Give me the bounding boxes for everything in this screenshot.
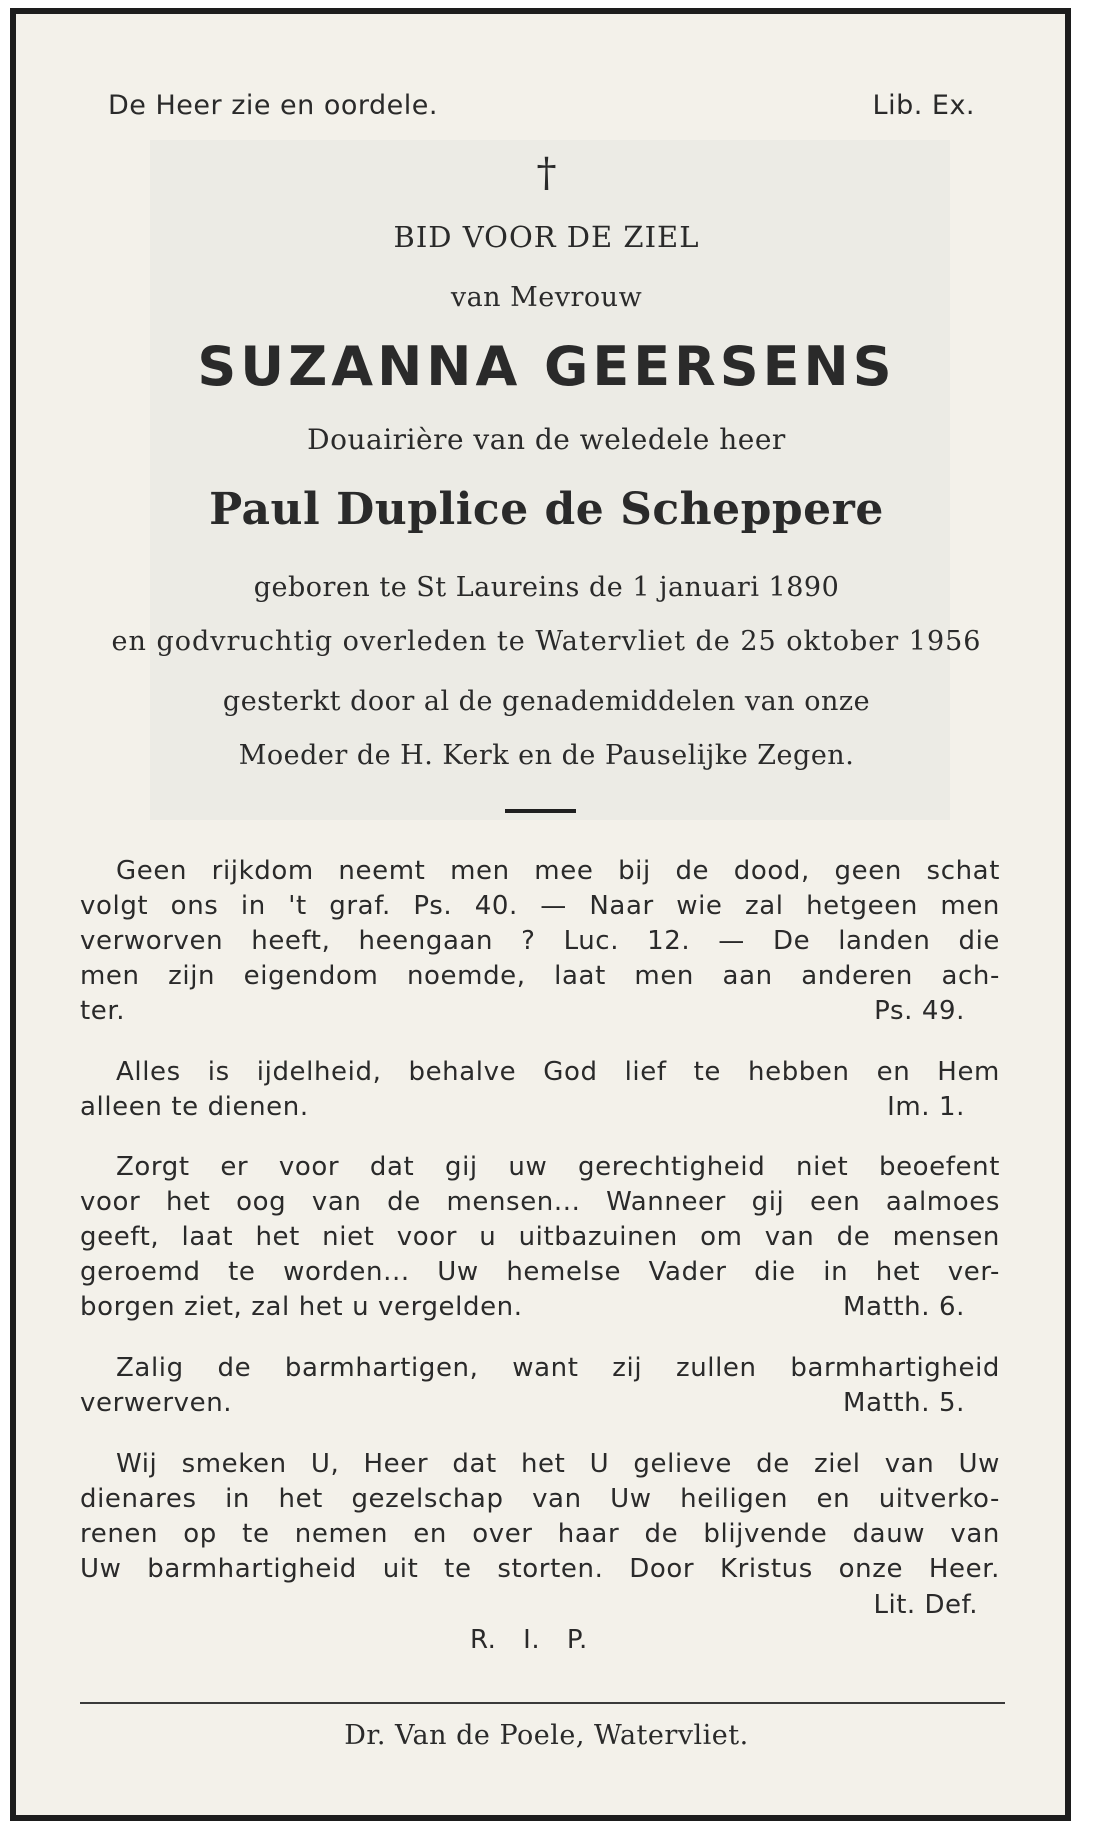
header-source: Lib. Ex. [872,90,975,121]
verse-block [80,854,1000,1029]
verse-line: verworven heeft, heengaan ? Luc. 12. — De landen die [80,926,1000,956]
verse-line: voor het oog van de mensen... Wanneer gij een aalmoes [80,1187,1000,1217]
verse-line: dienares in het gezelschap van Uw heiligen en uitverko- [80,1484,1000,1514]
verse-block [80,1351,1000,1421]
husband-name: Paul Duplice de Scheppere [209,484,884,535]
verse-last-line [80,1290,1000,1325]
latin-cross-icon: † [536,150,557,196]
verse-line: Uw barmhartigheid uit te storten. Door Kristus onze Heer. [80,1554,1000,1584]
verse-line: alleen te dienen. [80,1092,309,1122]
died-line: en godvruchtig overleden te Watervliet de 25 oktober 1956 [111,626,982,657]
verse-line: Alles is ijdelheid, behalve God lief te hebben en Hem [116,1057,1000,1087]
verse-reference: Matth. 5. [843,1388,965,1418]
verse-line: renen op te nemen en over haar de blijvende dauw van [80,1519,1000,1549]
prayer-reference: Lit. Def. [873,1590,978,1620]
printer-credit: Dr. Van de Poele, Watervliet. [344,1720,749,1751]
section-divider [505,809,576,813]
footer-rule [80,1702,1005,1704]
verse-line: Zorgt er voor dat gij uw gerechtigheid niet beoefent [116,1152,1000,1182]
verse-line: borgen ziet, zal het u vergelden. [80,1292,523,1322]
verse-line: verwerven. [80,1388,233,1418]
pray-heading: BID VOOR DE ZIEL [393,220,700,254]
dowager-line: Douairière van de weledele heer [307,423,786,456]
verse-block [80,1150,1000,1325]
verse-last-line [80,994,1000,1029]
verse-last-line [80,1386,1000,1421]
verse-line: volgt ons in 't graf. Ps. 40. — Naar wie zal hetgeen men [80,891,1000,921]
verse-line: men zijn eigendom noemde, laat men aan anderen ach- [80,961,1000,991]
verse-line: geeft, laat het niet voor u uitbazuinen om van de mensen [80,1222,1000,1252]
verse-reference: Im. 1. [887,1092,965,1122]
deceased-name: SUZANNA GEERSENS [197,335,896,398]
rip-text: R. I. P. [470,1625,588,1655]
verse-line: Wij smeken U, Heer dat het U gelieve de ziel van Uw [116,1449,1000,1479]
verse-line: ter. [80,996,126,1026]
verse-last-line [80,1090,1000,1125]
verse-line: geroemd te worden... Uw hemelse Vader die in het ver- [80,1257,1000,1287]
verse-line: Geen rijkdom neemt men mee bij de dood, geen schat [116,856,1000,886]
prayer-block [80,1447,1000,1587]
van-mevrouw: van Mevrouw [450,282,643,313]
verse-reference: Matth. 6. [843,1292,965,1322]
sacraments-line-1: gesterkt door al de genademiddelen van onze [222,686,871,717]
verse-block [80,1055,1000,1125]
born-line: geboren te St Laureins de 1 januari 1890 [253,572,840,603]
verse-line: Zalig de barmhartigen, want zij zullen barmhartigheid [116,1353,1000,1383]
verse-reference: Ps. 49. [874,996,965,1026]
header-quote: De Heer zie en oordele. [108,90,438,121]
sacraments-line-2: Moeder de H. Kerk en de Pauselijke Zegen. [238,740,855,771]
